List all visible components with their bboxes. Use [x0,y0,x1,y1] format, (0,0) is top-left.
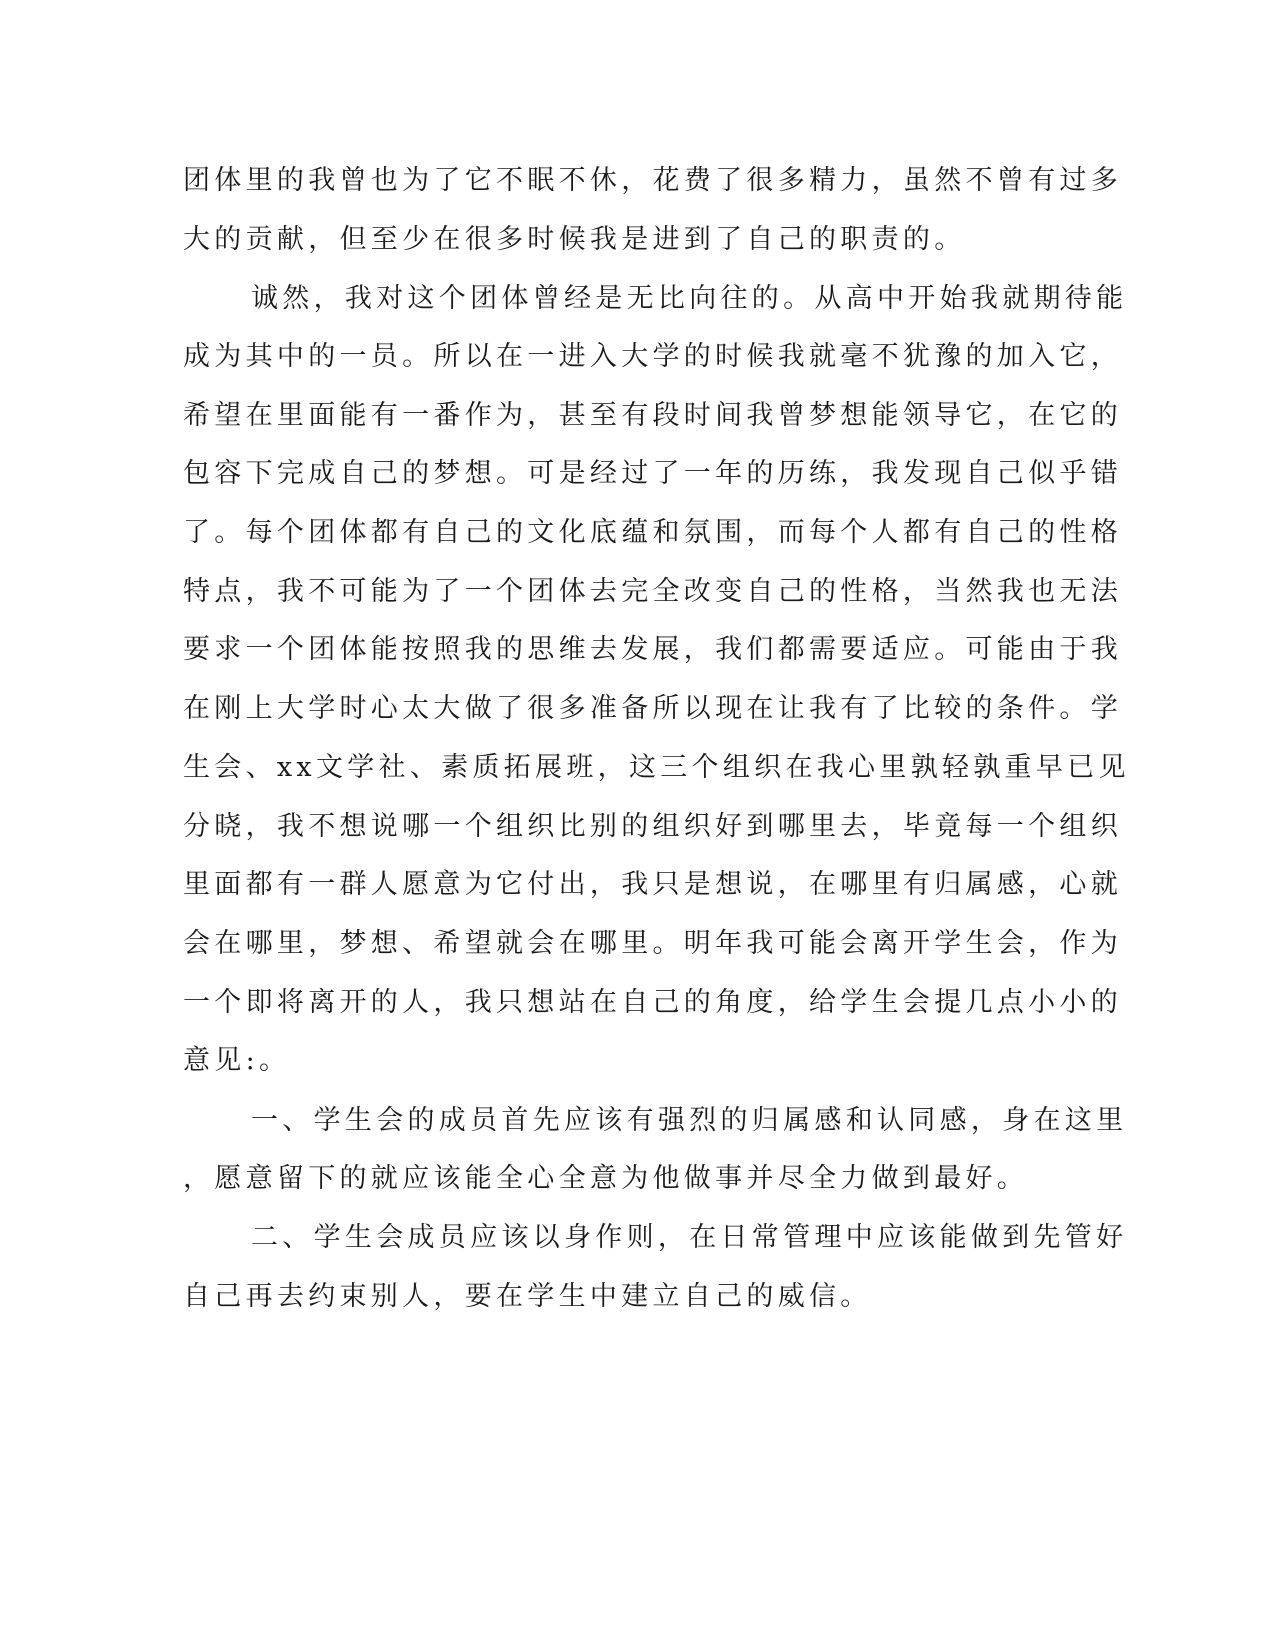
text-line: 希望在里面能有一番作为，甚至有段时间我曾梦想能领导它，在它的 [183,400,1122,431]
text-line: 包容下完成自己的梦想。可是经过了一年的历练，我发现自己似乎错 [183,458,1122,489]
paragraph-start-line: 诚然，我对这个团体曾经是无比向往的。从高中开始我就期待能 [251,283,1128,314]
paragraph-start-line: 二、学生会成员应该以身作则，在日常管理中应该能做到先管好 [251,1222,1128,1253]
text-line: 一个即将离开的人，我只想站在自己的角度，给学生会提几点小小的 [183,987,1122,1018]
text-line: 在刚上大学时心太大做了很多准备所以现在让我有了比较的条件。学 [183,693,1122,724]
text-line: 生会、xx文学社、素质拓展班，这三个组织在我心里孰轻孰重早已见 [183,752,1130,783]
text-line: 里面都有一群人愿意为它付出，我只是想说，在哪里有归属感，心就 [183,869,1122,900]
text-line: 会在哪里，梦想、希望就会在哪里。明年我可能会离开学生会，作为 [183,928,1122,959]
text-line: 分晓，我不想说哪一个组织比别的组织好到哪里去，毕竟每一个组织 [183,811,1122,842]
paragraph-start-line: 一、学生会的成员首先应该有强烈的归属感和认同感，身在这里 [251,1105,1128,1136]
text-line: 了。每个团体都有自己的文化底蕴和氛围，而每个人都有自己的性格 [183,517,1122,548]
text-line: 意见:。 [183,1045,291,1076]
text-line: 自己再去约束别人，要在学生中建立自己的威信。 [183,1281,872,1312]
text-line: 团体里的我曾也为了它不眠不休，花费了很多精力，虽然不曾有过多 [183,165,1122,196]
text-line: 成为其中的一员。所以在一进入大学的时候我就毫不犹豫的加入它， [183,341,1122,372]
text-line: 要求一个团体能按照我的思维去发展，我们都需要适应。可能由于我 [183,634,1122,665]
text-line: ，愿意留下的就应该能全心全意为他做事并尽全力做到最好。 [183,1163,1029,1194]
text-line: 大的贡献，但至少在很多时候我是进到了自己的职责的。 [183,224,966,255]
text-line: 特点，我不可能为了一个团体去完全改变自己的性格，当然我也无法 [183,576,1122,607]
